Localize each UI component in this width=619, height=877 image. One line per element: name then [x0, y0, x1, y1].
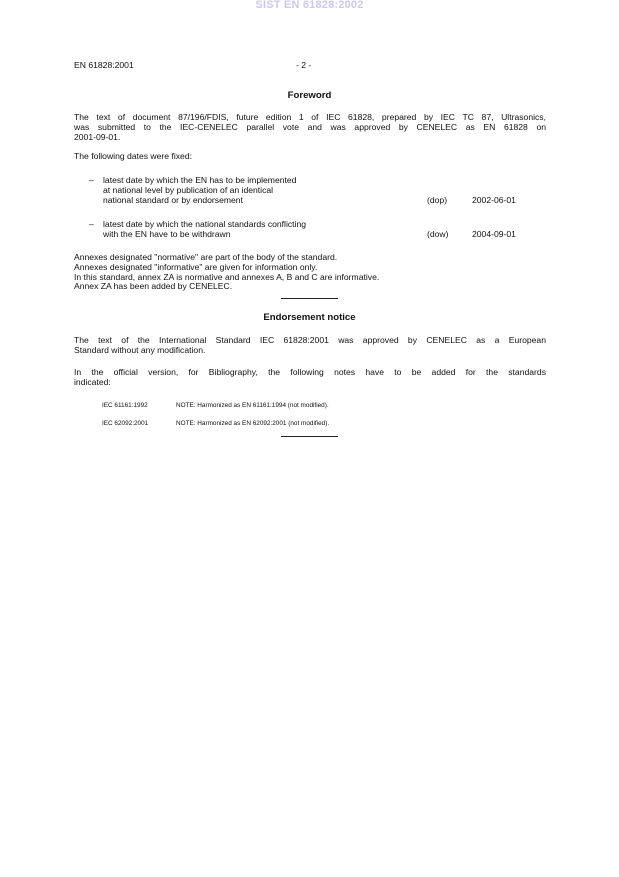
text-line: Annexes designated "informative" are given for information only. [74, 261, 318, 272]
text-line: was submitted to the IEC-CENELEC parallel vote and was approved by CENELEC as EN 61828 on [74, 121, 546, 132]
text-line: latest date by which the EN has to be implemented [103, 175, 297, 185]
note-text: NOTE: Harmonized as EN 62092:2001 (not modified). [176, 420, 330, 427]
text-line: with the EN have to be withdrawn [103, 228, 231, 239]
date-item-text [103, 220, 403, 240]
text-line: latest date by which the national standards conflicting [103, 219, 307, 229]
text-line: In this standard, annex ZA is normative and annexes A, B and C are informative. [74, 271, 380, 282]
document-id: EN 61828:2001 [74, 60, 134, 70]
note-standard: IEC 62092:2001 [102, 420, 149, 427]
list-dash: – [89, 175, 94, 185]
text-line: at national level by publication of an identical [103, 184, 274, 195]
dates-intro: The following dates were fixed: [74, 151, 192, 161]
note-standard: IEC 61161:1992 [102, 402, 148, 409]
text-line: The text of document 87/196/FDIS, future edition 1 of IEC 61828, prepared by IEC TC 87, Ultrasonics, [74, 112, 546, 122]
text-line: Standard without any modification. [74, 344, 206, 355]
section-divider [281, 298, 338, 299]
text-line: 2001-09-01. [74, 131, 121, 142]
date-code: (dop) [427, 195, 448, 205]
date-item-text [103, 176, 403, 205]
page-number: - 2 - [296, 60, 312, 70]
text-line: indicated: [74, 376, 111, 387]
list-dash: – [89, 219, 94, 229]
date-value: 2002-06-01 [472, 195, 516, 205]
foreword-title: Foreword [287, 90, 332, 101]
date-code: (dow) [427, 229, 449, 239]
section-divider [281, 436, 338, 437]
foreword-intro [74, 113, 546, 142]
bibliography-paragraph [74, 368, 546, 388]
annex-notes [74, 253, 546, 292]
text-line: The text of the International Standard IEC 61828:2001 was approved by CENELEC as a European [74, 335, 546, 345]
note-text: NOTE: Harmonized as EN 61161:1994 (not modified). [176, 402, 329, 409]
endorsement-title: Endorsement notice [263, 312, 356, 323]
endorsement-paragraph [74, 336, 546, 356]
text-line: In the official version, for Bibliography, the following notes have to be added for the standards [74, 367, 546, 377]
text-line: national standard or by endorsement [103, 194, 243, 205]
text-line: Annexes designated "normative" are part of the body of the standard. [74, 252, 338, 262]
text-line: Annex ZA has been added by CENELEC. [74, 281, 233, 292]
watermark: SIST EN 61828:2002 [255, 0, 364, 11]
date-value: 2004-09-01 [472, 229, 516, 239]
